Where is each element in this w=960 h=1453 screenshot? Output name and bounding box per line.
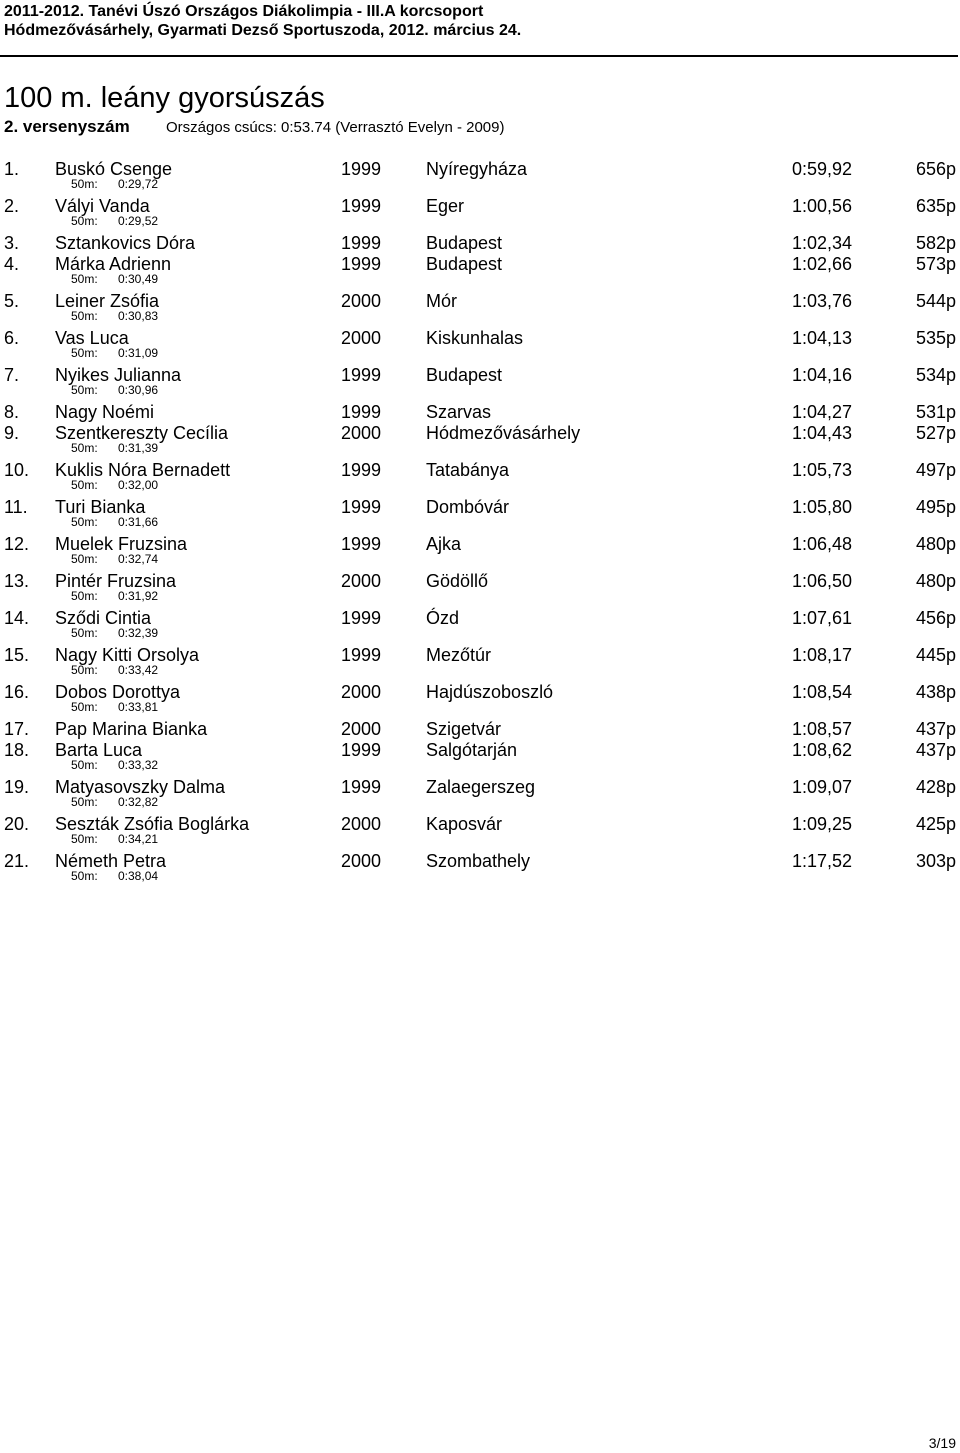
split-label: 50m: (71, 478, 98, 492)
birth-year: 2000 (341, 682, 382, 702)
competition-title: 2011-2012. Tanévi Úszó Országos Diákolimpia - III.A korcsoport (4, 3, 484, 20)
split-time-row (0, 515, 960, 529)
swimmer-name: Seszták Zsófia Boglárka (55, 814, 250, 834)
split-label: 50m: (71, 663, 98, 677)
split-time-row (0, 478, 960, 492)
swimmer-name: Buskó Csenge (55, 159, 173, 179)
split-time: 0:30,49 (118, 272, 159, 286)
finish-time: 1:04,16 (791, 365, 852, 385)
event-title: 100 m. leány gyorsúszás (4, 82, 325, 114)
split-time: 0:31,92 (118, 589, 159, 603)
swimmer-name: Pap Marina Bianka (55, 719, 208, 739)
result-row (0, 196, 960, 216)
birth-year: 2000 (341, 719, 382, 739)
team-city: Kiskunhalas (426, 328, 524, 348)
team-city: Budapest (426, 365, 503, 385)
result-rank: 13. (4, 571, 30, 591)
split-label: 50m: (71, 441, 98, 455)
team-city: Kaposvár (426, 814, 503, 834)
split-label: 50m: (71, 383, 98, 397)
swimmer-name: Kuklis Nóra Bernadett (55, 460, 231, 480)
result-row (0, 233, 960, 253)
birth-year: 1999 (341, 645, 382, 665)
split-time: 0:31,66 (118, 515, 159, 529)
team-city: Mór (426, 291, 457, 311)
swimmer-name: Nagy Noémi (55, 402, 155, 422)
result-rank: 7. (4, 365, 20, 385)
result-rank: 14. (4, 608, 30, 628)
split-time-row (0, 552, 960, 566)
split-label: 50m: (71, 309, 98, 323)
birth-year: 1999 (341, 534, 382, 554)
finish-time: 1:06,50 (791, 571, 852, 591)
result-row (0, 534, 960, 554)
team-city: Szarvas (426, 402, 492, 422)
team-city: Ajka (426, 534, 462, 554)
points: 656p (915, 159, 956, 179)
split-time-row (0, 346, 960, 360)
team-city: Nyíregyháza (426, 159, 528, 179)
result-row (0, 571, 960, 591)
result-row (0, 291, 960, 311)
swimmer-name: Szentkereszty Cecília (55, 423, 229, 443)
points: 445p (915, 645, 956, 665)
result-row (0, 365, 960, 385)
points: 438p (915, 682, 956, 702)
split-time: 0:32,00 (118, 478, 159, 492)
split-time-row (0, 383, 960, 397)
swimmer-name: Vas Luca (55, 328, 129, 348)
swimmer-name: Vályi Vanda (55, 196, 150, 216)
split-time: 0:31,09 (118, 346, 159, 360)
result-rank: 11. (4, 497, 28, 517)
points: 425p (915, 814, 956, 834)
result-rank: 6. (4, 328, 20, 348)
swimmer-name: Németh Petra (55, 851, 167, 871)
split-label: 50m: (71, 700, 98, 714)
birth-year: 1999 (341, 254, 382, 274)
result-rank: 19. (4, 777, 30, 797)
points: 535p (915, 328, 956, 348)
swimmer-name: Sződi Cintia (55, 608, 152, 628)
team-city: Gödöllő (426, 571, 489, 591)
birth-year: 2000 (341, 291, 382, 311)
finish-time: 0:59,92 (791, 159, 852, 179)
finish-time: 1:04,13 (791, 328, 852, 348)
team-city: Hajdúszoboszló (426, 682, 554, 702)
result-row (0, 159, 960, 179)
swimmer-name: Márka Adrienn (55, 254, 172, 274)
birth-year: 1999 (341, 402, 382, 422)
finish-time: 1:02,34 (791, 233, 852, 253)
result-row (0, 608, 960, 628)
birth-year: 1999 (341, 159, 382, 179)
result-row (0, 682, 960, 702)
split-time: 0:30,83 (118, 309, 159, 323)
result-row (0, 460, 960, 480)
points: 303p (915, 851, 956, 871)
split-label: 50m: (71, 869, 98, 883)
split-label: 50m: (71, 346, 98, 360)
split-time: 0:29,52 (118, 214, 159, 228)
split-time: 0:30,96 (118, 383, 159, 397)
points: 573p (915, 254, 956, 274)
birth-year: 2000 (341, 328, 382, 348)
split-time: 0:32,82 (118, 795, 159, 809)
finish-time: 1:02,66 (791, 254, 852, 274)
birth-year: 2000 (341, 571, 382, 591)
split-time-row (0, 626, 960, 640)
result-rank: 1. (4, 159, 20, 179)
birth-year: 2000 (341, 814, 382, 834)
split-label: 50m: (71, 758, 98, 772)
points: 527p (915, 423, 956, 443)
birth-year: 2000 (341, 423, 382, 443)
split-time-row (0, 758, 960, 772)
split-time: 0:33,42 (118, 663, 159, 677)
finish-time: 1:07,61 (791, 608, 852, 628)
points: 635p (915, 196, 956, 216)
swimmer-name: Dobos Dorottya (55, 682, 181, 702)
birth-year: 1999 (341, 365, 382, 385)
birth-year: 1999 (341, 460, 382, 480)
points: 456p (915, 608, 956, 628)
result-row (0, 851, 960, 871)
result-row (0, 328, 960, 348)
swimmer-name: Leiner Zsófia (55, 291, 160, 311)
split-time: 0:29,72 (118, 177, 159, 191)
points: 437p (915, 740, 956, 760)
split-time-row (0, 214, 960, 228)
swimmer-name: Pintér Fruzsina (55, 571, 177, 591)
finish-time: 1:08,54 (791, 682, 852, 702)
split-label: 50m: (71, 795, 98, 809)
result-rank: 12. (4, 534, 30, 554)
page-number: 3/19 (928, 1435, 956, 1451)
split-label: 50m: (71, 272, 98, 286)
result-row (0, 402, 960, 422)
points: 531p (915, 402, 956, 422)
finish-time: 1:09,25 (791, 814, 852, 834)
split-time: 0:38,04 (118, 869, 159, 883)
split-time: 0:33,32 (118, 758, 159, 772)
birth-year: 1999 (341, 608, 382, 628)
points: 544p (915, 291, 956, 311)
birth-year: 2000 (341, 851, 382, 871)
team-city: Hódmezővásárhely (426, 423, 581, 443)
team-city: Szombathely (426, 851, 531, 871)
result-rank: 4. (4, 254, 20, 274)
result-rank: 10. (4, 460, 30, 480)
team-city: Tatabánya (426, 460, 510, 480)
split-label: 50m: (71, 589, 98, 603)
result-rank: 5. (4, 291, 20, 311)
result-rank: 2. (4, 196, 20, 216)
finish-time: 1:17,52 (791, 851, 852, 871)
team-city: Budapest (426, 254, 503, 274)
result-row (0, 719, 960, 739)
finish-time: 1:08,62 (791, 740, 852, 760)
team-city: Szigetvár (426, 719, 502, 739)
swimmer-name: Matyasovszky Dalma (55, 777, 226, 797)
team-city: Zalaegerszeg (426, 777, 536, 797)
split-time: 0:31,39 (118, 441, 159, 455)
finish-time: 1:09,07 (791, 777, 852, 797)
result-rank: 21. (4, 851, 30, 871)
split-label: 50m: (71, 626, 98, 640)
points: 534p (915, 365, 956, 385)
finish-time: 1:05,80 (791, 497, 852, 517)
split-time-row (0, 309, 960, 323)
split-label: 50m: (71, 832, 98, 846)
team-city: Salgótarján (426, 740, 518, 760)
national-record: Országos csúcs: 0:53.74 (Verrasztó Evelyn - 2009) (166, 119, 505, 136)
split-time-row (0, 589, 960, 603)
split-time-row (0, 663, 960, 677)
swimmer-name: Turi Bianka (55, 497, 146, 517)
split-label: 50m: (71, 214, 98, 228)
result-row (0, 740, 960, 760)
finish-time: 1:06,48 (791, 534, 852, 554)
split-time: 0:32,39 (118, 626, 159, 640)
finish-time: 1:04,27 (791, 402, 852, 422)
split-time-row (0, 177, 960, 191)
result-row (0, 777, 960, 797)
birth-year: 1999 (341, 777, 382, 797)
result-row (0, 254, 960, 274)
swimmer-name: Sztankovics Dóra (55, 233, 196, 253)
finish-time: 1:08,17 (791, 645, 852, 665)
split-time-row (0, 832, 960, 846)
result-row (0, 645, 960, 665)
points: 480p (915, 534, 956, 554)
birth-year: 1999 (341, 740, 382, 760)
birth-year: 1999 (341, 497, 382, 517)
birth-year: 1999 (341, 196, 382, 216)
points: 497p (915, 460, 956, 480)
result-rank: 16. (4, 682, 30, 702)
result-row (0, 497, 960, 517)
split-time-row (0, 795, 960, 809)
points: 582p (915, 233, 956, 253)
venue-date: Hódmezővásárhely, Gyarmati Dezső Sportuszoda, 2012. március 24. (4, 22, 522, 39)
team-city: Mezőtúr (426, 645, 492, 665)
split-time-row (0, 441, 960, 455)
points: 480p (915, 571, 956, 591)
result-rank: 9. (4, 423, 20, 443)
finish-time: 1:04,43 (791, 423, 852, 443)
split-label: 50m: (71, 552, 98, 566)
finish-time: 1:08,57 (791, 719, 852, 739)
points: 428p (915, 777, 956, 797)
swimmer-name: Muelek Fruzsina (55, 534, 188, 554)
result-rank: 15. (4, 645, 30, 665)
finish-time: 1:03,76 (791, 291, 852, 311)
points: 495p (915, 497, 956, 517)
team-city: Ózd (426, 608, 460, 628)
team-city: Eger (426, 196, 465, 216)
split-time: 0:34,21 (118, 832, 159, 846)
split-time-row (0, 700, 960, 714)
result-row (0, 423, 960, 443)
split-time-row (0, 869, 960, 883)
split-time: 0:33,81 (118, 700, 159, 714)
result-rank: 8. (4, 402, 20, 422)
split-time-row (0, 272, 960, 286)
birth-year: 1999 (341, 233, 382, 253)
result-rank: 17. (4, 719, 30, 739)
event-number: 2. versenyszám (4, 117, 130, 136)
points: 437p (915, 719, 956, 739)
result-rank: 20. (4, 814, 30, 834)
finish-time: 1:05,73 (791, 460, 852, 480)
header-rule (0, 55, 958, 57)
split-time: 0:32,74 (118, 552, 159, 566)
swimmer-name: Nyikes Julianna (55, 365, 182, 385)
split-label: 50m: (71, 515, 98, 529)
result-rank: 3. (4, 233, 20, 253)
result-row (0, 814, 960, 834)
swimmer-name: Barta Luca (55, 740, 143, 760)
finish-time: 1:00,56 (791, 196, 852, 216)
result-rank: 18. (4, 740, 30, 760)
split-label: 50m: (71, 177, 98, 191)
team-city: Budapest (426, 233, 503, 253)
team-city: Dombóvár (426, 497, 510, 517)
swimmer-name: Nagy Kitti Orsolya (55, 645, 200, 665)
